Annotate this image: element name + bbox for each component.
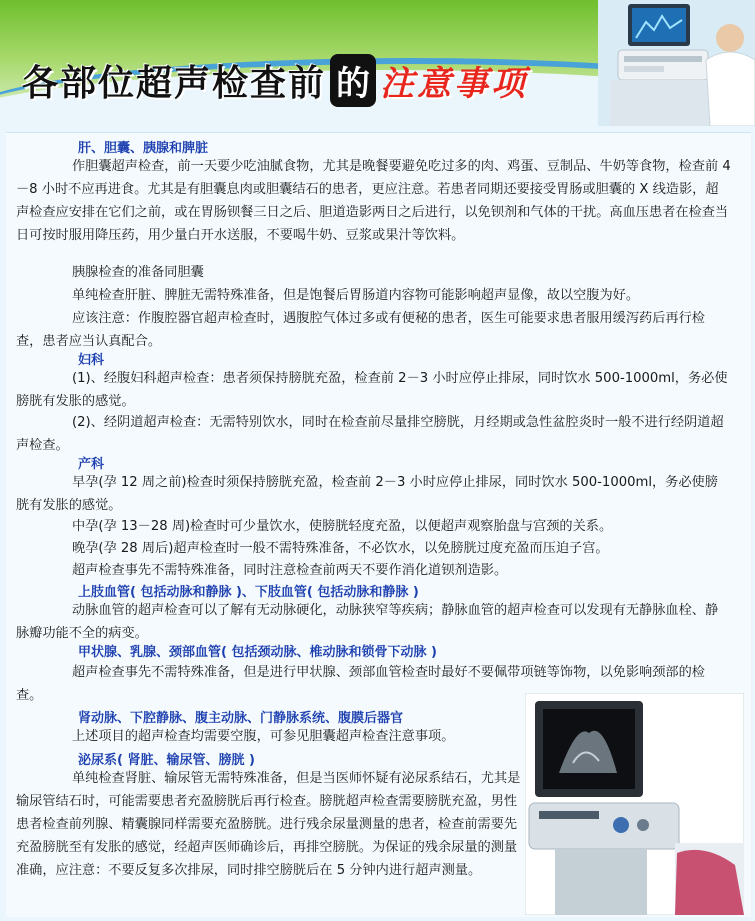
paragraph: 超声检查事先不需特殊准备，但是进行甲状腺、颈部血管检查时最好不要佩带项链等饰物，以免影响颈部的检查。 [16,665,705,703]
paragraph: 动脉血管的超声检查可以了解有无动脉硬化，动脉狭窄等疾病；静脉血管的超声检查可以发现有无静脉血栓、静脉瓣功能不全的病变。 [16,603,719,641]
paragraph: 上述项目的超声检查均需要空腹，可参见胆囊超声检查注意事项。 [72,729,455,744]
paragraph: 作胆囊超声检查，前一天要少吃油腻食物，尤其是晚餐要避免吃过多的肉、鸡蛋、豆制品、牛奶等食物，检查前 4－8 小时不应再进食。尤其是有胆囊息肉或胆囊结石的患者，更应注意。若患者同期还要接受胃肠或胆囊的 X 线造影，超声检查应安排在它们之前，或在胃肠钡餐三日之后、胆道造影两日之后进行，以免钡剂和气体的干扰。高血压患者在检查当日可按时服用降压药，用少量白开水送服，不要喝牛奶、豆浆或果汁等饮料。 [16,159,731,243]
paragraph: 晚孕(孕 28 周后)超声检查时一般不需特殊准备，不必饮水，以免膀胱过度充盈而压迫子宫。 [72,541,609,556]
title-de: 的 [330,54,376,107]
section-heading-renal-artery: 肾动脉、下腔静脉、腹主动脉、门静脉系统、腹膜后器官 [78,711,404,726]
paragraph: 中孕(孕 13－28 周)检查时可少量饮水，使膀胱轻度充盈，以便超声观察胎盘与宫颈的关系。 [72,519,613,534]
section-heading-liver: 肝、胆囊、胰腺和脾脏 [78,141,209,156]
paragraph: 应该注意：作腹腔器官超声检查时，遇腹腔气体过多或有便秘的患者，医生可能要求患者服用缓泻药后再行检查，患者应当认真配合。 [16,311,705,349]
title-main: 各部位超声检查前 [22,62,327,104]
ultrasound-doctor-photo [598,0,755,126]
section-heading-urinary: 泌尿系( 肾脏、输尿管、膀胱 ) [78,753,255,768]
ultrasound-machine-photo [525,693,744,915]
title-highlight: 注意事项 [380,63,529,104]
paragraph: (2)、经阴道超声检查：无需特别饮水，同时在检查前尽量排空膀胱，月经期或急性盆腔炎时一般不进行经阴道超声检查。 [16,415,724,453]
content-panel [6,132,751,917]
section-heading-obstetrics: 产科 [78,457,105,472]
section-heading-limb-vessels: 上肢血管( 包括动脉和静脉 )、下肢血管( 包括动脉和静脉 ) [78,585,419,600]
section-heading-thyroid: 甲状腺、乳腺、颈部血管( 包括颈动脉、椎动脉和锁骨下动脉 ) [78,645,437,660]
paragraph: 早孕(孕 12 周之前)检查时须保持膀胱充盈，检查前 2－3 小时应停止排尿，同时饮水 500-1000ml，务必使膀胱有发胀的感觉。 [16,475,718,513]
paragraph: 超声检查事先不需特殊准备，同时注意检查前两天不要作消化道钡剂造影。 [72,563,508,578]
paragraph: 单纯检查肾脏、输尿管无需特殊准备，但是当医师怀疑有泌尿系结石，尤其是输尿管结石时，可能需要患者充盈膀胱后再行检查。膀胱超声检查需要膀胱充盈，男性患者检查前列腺、精囊腺同样需要充盈膀胱。进行残余尿量测量的患者，检查前需要先充盈膀胱至有发胀的感觉，经超声医师确诊后，再排空膀胱。为保证的残余尿量的测量准确，应注意：不要反复多次排尿，同时排空膀胱后在 5 分钟内进行超声测量。 [16,771,521,878]
paragraph: 胰腺检查的准备同胆囊 [72,265,204,280]
section-heading-gynecology: 妇科 [78,353,105,368]
paragraph: 单纯检查肝脏、脾脏无需特殊准备，但是饱餐后胃肠道内容物可能影响超声显像，故以空腹为好。 [72,288,640,303]
paragraph: (1)、经腹妇科超声检查：患者须保持膀胱充盈，检查前 2－3 小时应停止排尿，同时饮水 500-1000ml，务必使膀胱有发胀的感觉。 [16,371,728,409]
page-title [22,52,528,108]
